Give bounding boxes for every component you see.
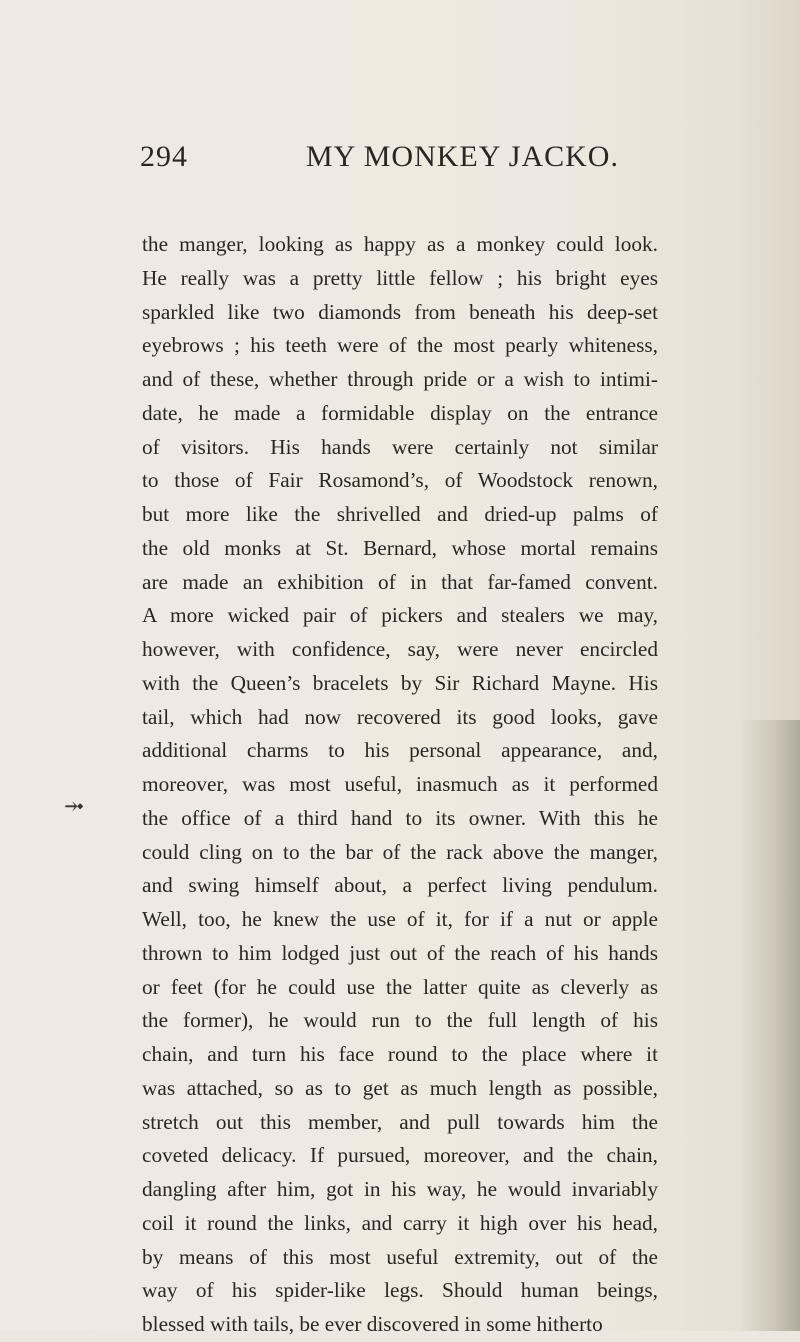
text-line: Well, too, he knew the use of it, for if a nut or apple	[142, 907, 658, 931]
text-line: stretch out this member, and pull towards him the	[142, 1109, 658, 1134]
text-line: chain, and turn his face round to the place where it	[142, 1042, 658, 1066]
text-line: the manger, looking as happy as a monkey could look.	[142, 232, 658, 256]
text-line: coveted delicacy. If pursued, moreover, and the chain,	[142, 1143, 658, 1168]
text-line: He really was a pretty little fellow ; his bright eyes	[142, 265, 658, 290]
margin-mark: ⤞	[64, 794, 85, 820]
text-line: or feet (for he could use the latter quite as cleverly as	[142, 974, 658, 999]
text-line: date, he made a formidable display on the entrance	[142, 400, 658, 425]
page-number: 294	[140, 140, 188, 173]
text-line: way of his spider-like legs. Should human beings,	[142, 1278, 658, 1303]
text-line: of visitors. His hands were certainly not similar	[142, 434, 658, 459]
text-line: eyebrows ; his teeth were of the most pearly whiteness,	[142, 333, 658, 358]
text-line: the office of a third hand to its owner. With this he	[142, 805, 658, 830]
text-line: but more like the shrivelled and dried-up palms of	[142, 502, 658, 526]
text-line: coil it round the links, and carry it high over his head,	[142, 1210, 658, 1235]
text-line: tail, which had now recovered its good looks, gave	[142, 704, 658, 729]
text-line: with the Queen’s bracelets by Sir Richard Mayne. His	[142, 670, 658, 695]
page-header	[140, 140, 660, 180]
text-line: was attached, so as to get as much length as possible,	[142, 1075, 658, 1100]
text-line: dangling after him, got in his way, he would invariably	[142, 1177, 658, 1201]
text-line: by means of this most useful extremity, out of the	[142, 1244, 658, 1269]
page-edge-shadow	[740, 720, 800, 1331]
text-line: and of these, whether through pride or a wish to intimi-	[142, 367, 658, 391]
text-line: moreover, was most useful, inasmuch as it performed	[142, 772, 658, 796]
text-line: the former), he would run to the full length of his	[142, 1008, 658, 1033]
body-text	[142, 228, 658, 1342]
text-line: are made an exhibition of in that far-famed convent.	[142, 569, 658, 594]
text-line: sparkled like two diamonds from beneath his deep-set	[142, 299, 658, 324]
running-title: MY MONKEY JACKO.	[306, 140, 619, 173]
text-line: additional charms to his personal appearance, and,	[142, 738, 658, 763]
text-line: however, with confidence, say, were never encircled	[142, 637, 658, 661]
text-line: A more wicked pair of pickers and stealers we may,	[142, 603, 658, 628]
text-line: blessed with tails, be ever discovered in some hitherto	[142, 1312, 603, 1336]
text-line: and swing himself about, a perfect living pendulum.	[142, 873, 658, 898]
text-line: thrown to him lodged just out of the reach of his hands	[142, 940, 658, 965]
text-line: to those of Fair Rosamond’s, of Woodstock renown,	[142, 468, 658, 493]
text-line: could cling on to the bar of the rack above the manger,	[142, 839, 658, 864]
text-line: the old monks at St. Bernard, whose mortal remains	[142, 535, 658, 560]
